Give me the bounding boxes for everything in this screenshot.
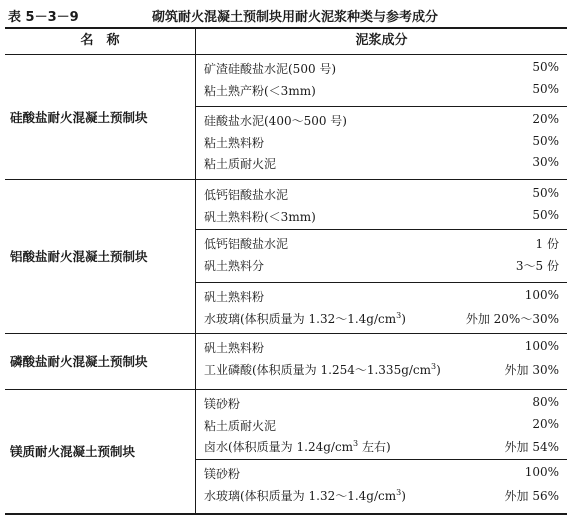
group-divider xyxy=(5,179,567,180)
ingredient-text xyxy=(204,417,276,434)
ingredient-name: 工业磷酸(体积质量为 1.254～1.335g/cm xyxy=(204,362,432,377)
ingredient-text xyxy=(204,186,288,203)
unit-superscript: 3 xyxy=(353,439,359,448)
unit-superscript: 3 xyxy=(396,310,402,320)
ingredient-suffix: ) xyxy=(401,488,406,503)
header-composition: 泥浆成分 xyxy=(355,33,408,48)
ingredient-name: 硅酸盐水泥(400～500 号) xyxy=(204,114,347,128)
ingredient-text xyxy=(204,82,316,99)
composition-line xyxy=(204,134,559,154)
header-name: 名 称 xyxy=(80,33,120,48)
ingredient-name: 粘土熟料粉 xyxy=(204,135,265,150)
ingredient-text xyxy=(204,60,336,77)
ingredient-value: 1 份 xyxy=(535,237,559,251)
ingredient-name: 矾土熟料粉(＜3mm) xyxy=(204,209,316,224)
set-divider xyxy=(196,106,567,107)
column-divider xyxy=(195,29,196,513)
composition-line xyxy=(204,82,559,102)
table-caption xyxy=(8,6,568,24)
ingredient-value: 100% xyxy=(524,465,559,479)
composition-line xyxy=(204,257,559,277)
group-name: 镁质耐火混凝土预制块 xyxy=(10,444,136,459)
composition-line xyxy=(204,339,559,359)
ingredient-value: 30% xyxy=(532,155,559,169)
ingredient-name: 水玻璃(体积质量为 1.32～1.4g/cm xyxy=(204,311,397,326)
ingredient-text xyxy=(204,208,316,225)
ingredient-text xyxy=(204,361,441,378)
ingredient-name: 卤水(体积质量为 1.24g/cm xyxy=(204,440,354,454)
composition-line xyxy=(204,60,559,80)
ingredient-suffix: ) xyxy=(401,311,406,326)
composition-line xyxy=(204,417,559,437)
set-divider xyxy=(196,459,567,460)
ingredient-name: 水玻璃(体积质量为 1.32～1.4g/cm xyxy=(204,488,397,503)
composition-line xyxy=(204,288,559,308)
ingredient-name: 低钙铝酸盐水泥 xyxy=(204,188,289,202)
ingredient-text xyxy=(204,155,276,172)
ingredient-suffix: 左右) xyxy=(358,440,391,454)
ingredient-text xyxy=(204,288,264,305)
ingredient-text xyxy=(204,310,406,327)
group-divider xyxy=(5,389,567,390)
ingredient-name: 矿渣硅酸盐水泥(500 号) xyxy=(204,62,337,76)
ingredient-value: 100% xyxy=(524,288,559,302)
composition-line xyxy=(204,235,559,255)
ingredient-name: 矾土熟料粉 xyxy=(204,290,265,304)
composition-line xyxy=(204,487,559,507)
ingredient-text xyxy=(204,235,288,252)
table-number: 表 5－3－9 xyxy=(8,10,79,25)
composition-line xyxy=(204,310,559,330)
ingredient-value: 80% xyxy=(532,395,559,409)
ingredient-name: 粘土熟产粉(＜3mm) xyxy=(204,83,316,98)
ingredient-value: 外加 20%～30% xyxy=(465,311,559,326)
ingredient-name: 镁砂粉 xyxy=(204,467,241,481)
ingredient-value: 50% xyxy=(532,60,559,74)
ingredient-suffix: ) xyxy=(436,362,441,377)
unit-superscript: 3 xyxy=(396,487,402,497)
set-divider xyxy=(196,282,567,283)
ingredient-value: 100% xyxy=(524,339,559,353)
ingredient-name: 镁砂粉 xyxy=(204,397,241,411)
ingredient-value: 50% xyxy=(532,207,559,222)
ingredient-value: 3～5 份 xyxy=(515,258,559,273)
ingredient-text xyxy=(204,134,264,151)
ingredient-value: 外加 54% xyxy=(504,440,559,454)
composition-line xyxy=(204,465,559,485)
composition-line xyxy=(204,112,559,132)
ingredient-value: 20% xyxy=(532,112,559,126)
ingredient-text xyxy=(204,438,391,455)
ingredient-text xyxy=(204,112,347,129)
group-name: 磷酸盐耐火混凝土预制块 xyxy=(10,354,148,369)
ingredient-name: 粘土质耐火泥 xyxy=(204,418,277,433)
ingredient-name: 矾土熟料分 xyxy=(204,258,265,273)
ingredient-value: 50% xyxy=(532,133,559,148)
composition-line xyxy=(204,395,559,415)
unit-superscript: 3 xyxy=(431,361,437,371)
ingredient-text xyxy=(204,339,264,356)
bottom-rule xyxy=(5,513,567,515)
set-divider xyxy=(196,229,567,230)
ingredient-text xyxy=(204,257,264,274)
table-title: 砌筑耐火混凝土预制块用耐火泥浆种类与参考成分 xyxy=(152,10,439,25)
group-name: 铝酸盐耐火混凝土预制块 xyxy=(10,249,148,264)
group-divider xyxy=(5,333,567,334)
ingredient-name: 矾土熟料粉 xyxy=(204,341,265,355)
composition-line xyxy=(204,438,559,458)
ingredient-value: 50% xyxy=(532,81,559,96)
ingredient-name: 低钙铝酸盐水泥 xyxy=(204,237,289,251)
ingredient-text xyxy=(204,465,240,482)
ingredient-value: 外加 56% xyxy=(504,488,559,503)
composition-line xyxy=(204,155,559,175)
ingredient-value: 20% xyxy=(532,416,559,431)
composition-line xyxy=(204,361,559,381)
composition-line xyxy=(204,186,559,206)
ingredient-text xyxy=(204,395,240,412)
group-name: 硅酸盐耐火混凝土预制块 xyxy=(10,110,148,125)
header-rule xyxy=(5,54,567,55)
composition-line xyxy=(204,208,559,228)
ingredient-name: 粘土质耐火泥 xyxy=(204,157,277,171)
ingredient-text xyxy=(204,487,406,504)
ingredient-value: 50% xyxy=(532,186,559,200)
ingredient-value: 外加 30% xyxy=(504,362,559,377)
